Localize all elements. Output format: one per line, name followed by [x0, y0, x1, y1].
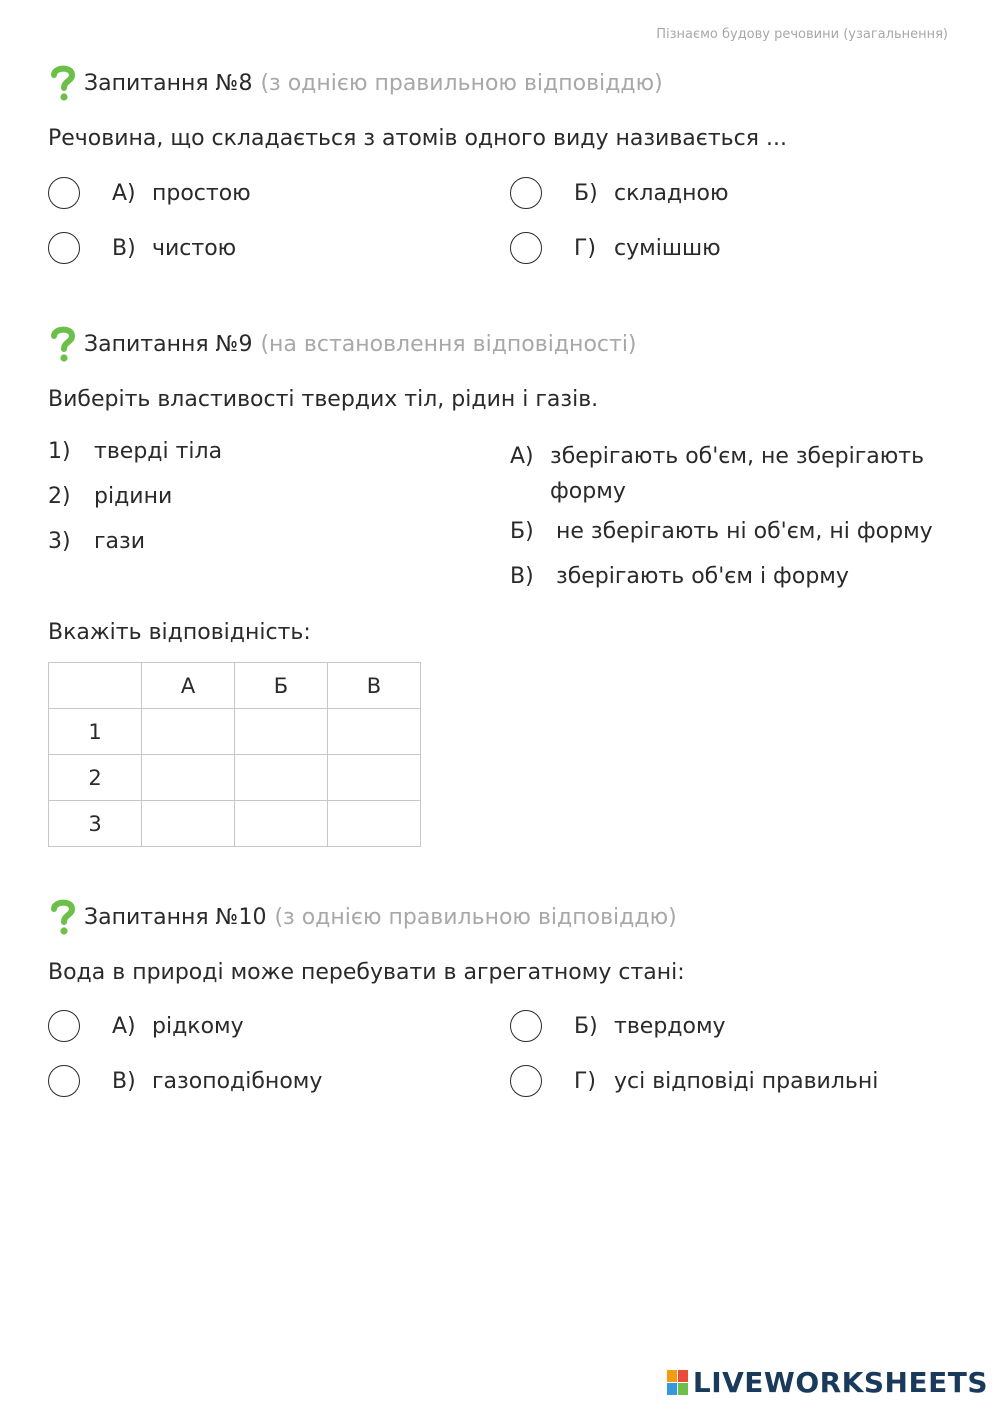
option-letter: Б) [574, 1013, 598, 1039]
option-text: простою [152, 180, 251, 206]
item-text: не зберігають ні об'єм, ні форму [556, 519, 933, 544]
match-cell-1-a[interactable] [142, 709, 235, 755]
question-mark-icon [48, 325, 78, 363]
row-header: 3 [49, 801, 142, 847]
option-letter: А) [112, 180, 136, 206]
match-item [510, 564, 849, 589]
table-header-row [49, 663, 421, 709]
column-header: А [142, 663, 235, 709]
item-letter: Б) [510, 519, 534, 544]
option-text: рідкому [152, 1013, 244, 1039]
option-8-b[interactable] [510, 177, 729, 209]
liveworksheets-logo [667, 1366, 988, 1399]
question-type: (на встановлення відповідності) [260, 331, 637, 357]
question-number: Запитання №8 [84, 70, 253, 96]
match-instruction: Вкажіть відповідність: [48, 620, 311, 645]
option-letter: А) [112, 1013, 136, 1039]
radio-button[interactable] [510, 1065, 542, 1097]
match-cell-3-c[interactable] [328, 801, 421, 847]
question-9-text: Виберіть властивості твердих тіл, рідин і газів. [48, 387, 599, 412]
item-text: зберігають об'єм, не зберігають форму [550, 444, 925, 504]
question-8-text: Речовина, що складається з атомів одного виду називається ... [48, 126, 787, 151]
match-cell-2-c[interactable] [328, 755, 421, 801]
item-letter: А) [510, 444, 534, 469]
question-10-title [48, 898, 677, 936]
row-header: 1 [49, 709, 142, 755]
option-text: газоподібному [152, 1068, 323, 1094]
option-10-c[interactable] [48, 1065, 322, 1097]
option-8-d[interactable] [510, 232, 721, 264]
option-10-a[interactable] [48, 1010, 244, 1042]
question-8-title [48, 64, 663, 102]
question-number: Запитання №9 [84, 331, 253, 357]
question-10-text: Вода в природі може перебувати в агрегатному стані: [48, 960, 685, 985]
item-text: гази [94, 529, 146, 554]
radio-button[interactable] [48, 1065, 80, 1097]
option-text: чистою [152, 235, 237, 261]
table-row [49, 709, 421, 755]
question-mark-icon [48, 64, 78, 102]
option-text: сумішшю [614, 235, 721, 261]
option-letter: Б) [574, 180, 598, 206]
item-text: рідини [94, 484, 173, 509]
question-number: Запитання №10 [84, 904, 267, 930]
question-type: (з однією правильною відповіддю) [274, 904, 677, 930]
logo-blocks-icon [667, 1370, 689, 1396]
table-row [49, 755, 421, 801]
column-header: Б [235, 663, 328, 709]
radio-button[interactable] [510, 232, 542, 264]
match-table [48, 662, 421, 847]
option-text: складною [614, 180, 729, 206]
item-number: 3) [48, 529, 71, 554]
option-letter: В) [112, 235, 136, 261]
list-item [48, 439, 222, 464]
item-number: 2) [48, 484, 71, 509]
radio-button[interactable] [48, 232, 80, 264]
match-cell-3-b[interactable] [235, 801, 328, 847]
worksheet-topic: Пізнаємо будову речовини (узагальнення) [656, 27, 948, 42]
match-cell-1-b[interactable] [235, 709, 328, 755]
radio-button[interactable] [48, 177, 80, 209]
question-9-title [48, 325, 637, 363]
question-mark-icon [48, 898, 78, 936]
option-8-a[interactable] [48, 177, 251, 209]
option-text: усі відповіді правильні [614, 1068, 879, 1094]
list-item [48, 484, 172, 509]
match-cell-1-c[interactable] [328, 709, 421, 755]
row-header: 2 [49, 755, 142, 801]
table-corner-cell [49, 663, 142, 709]
option-8-c[interactable] [48, 232, 236, 264]
option-text: твердому [614, 1013, 726, 1039]
list-item [48, 529, 145, 554]
match-item [510, 519, 933, 544]
brand-name: LIVEWORKSHEETS [692, 1366, 988, 1399]
item-text: зберігають об'єм і форму [556, 564, 849, 589]
question-type: (з однією правильною відповіддю) [260, 70, 663, 96]
match-cell-2-b[interactable] [235, 755, 328, 801]
option-10-d[interactable] [510, 1065, 878, 1097]
radio-button[interactable] [510, 1010, 542, 1042]
match-item [510, 439, 960, 509]
item-text: тверді тіла [94, 439, 223, 464]
column-header: В [328, 663, 421, 709]
radio-button[interactable] [510, 177, 542, 209]
option-10-b[interactable] [510, 1010, 726, 1042]
match-cell-2-a[interactable] [142, 755, 235, 801]
table-row [49, 801, 421, 847]
match-cell-3-a[interactable] [142, 801, 235, 847]
item-number: 1) [48, 439, 71, 464]
option-letter: Г) [574, 1068, 596, 1094]
item-letter: В) [510, 564, 534, 589]
option-letter: Г) [574, 235, 596, 261]
radio-button[interactable] [48, 1010, 80, 1042]
option-letter: В) [112, 1068, 136, 1094]
